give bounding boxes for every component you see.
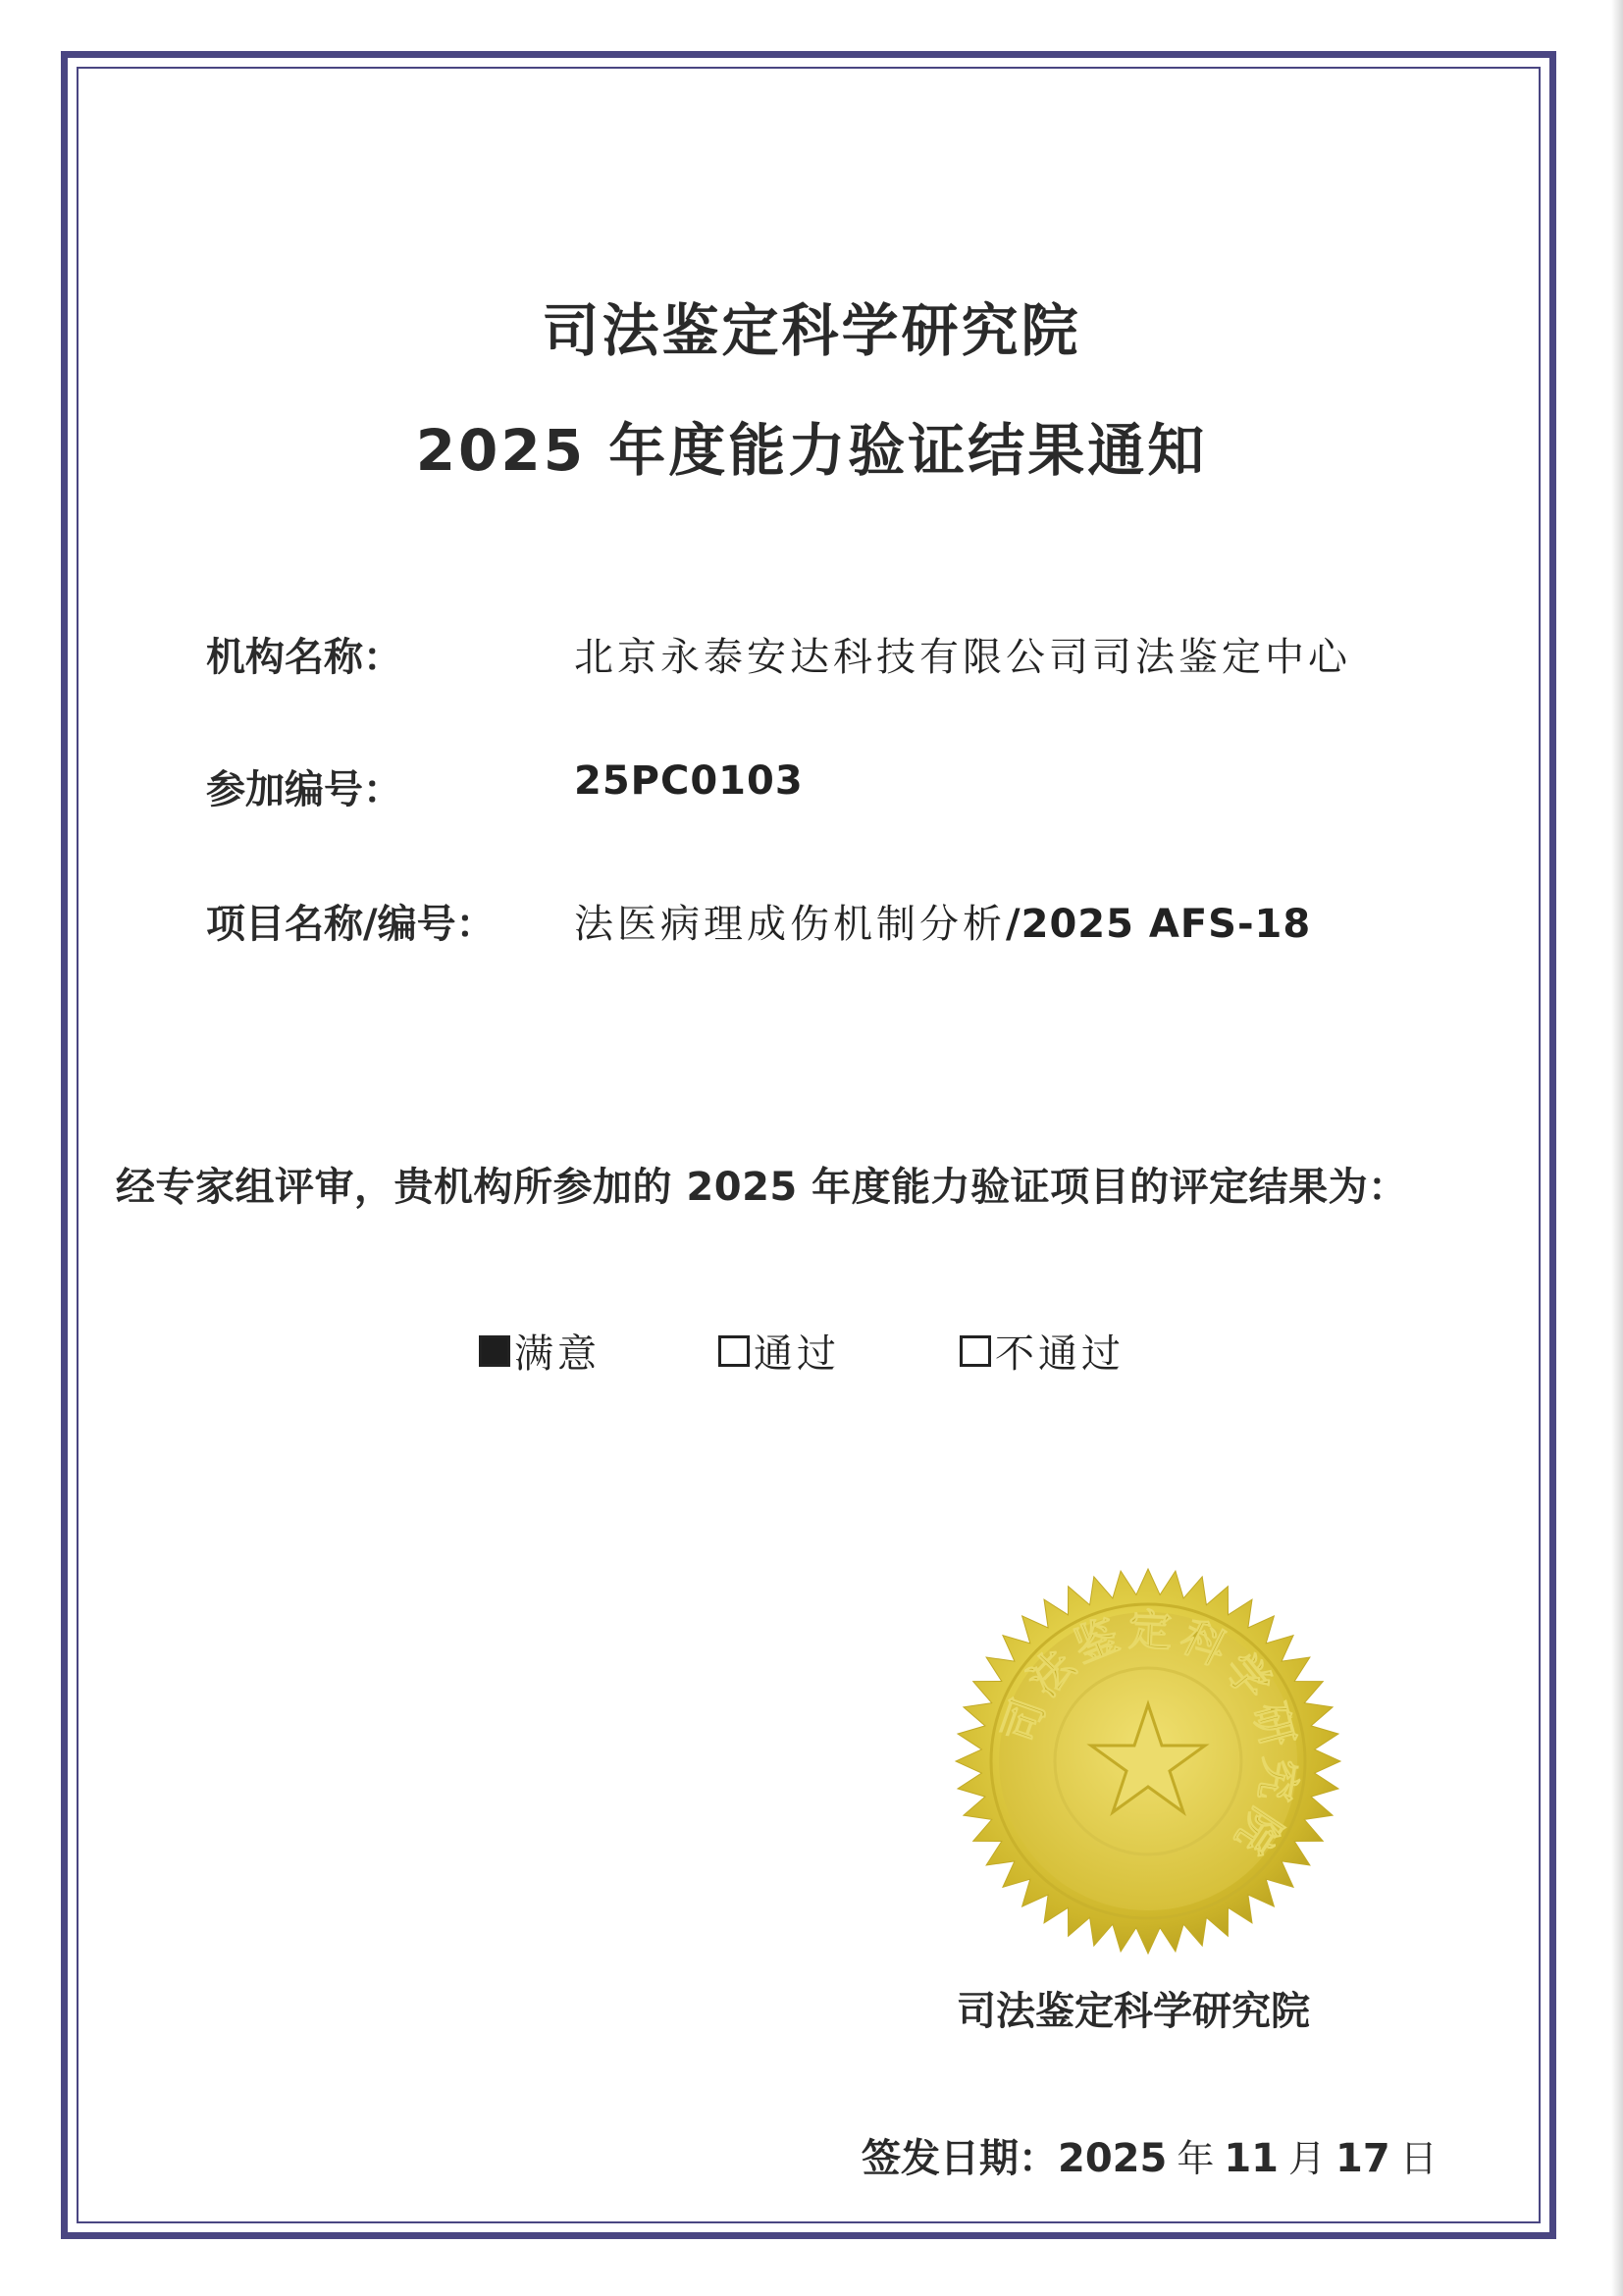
seal-text-arc: 司法鉴定科学研究院 bbox=[993, 1605, 1305, 1868]
option-label-satisfactory: 满意 bbox=[514, 1331, 601, 1377]
gold-embossed-seal bbox=[952, 1565, 1344, 1957]
project-label: 项目名称/编号： bbox=[206, 902, 496, 947]
day-unit: 日 bbox=[1399, 2137, 1438, 2180]
title-notice: 2025 年度能力验证结果通知 bbox=[415, 417, 1208, 484]
issue-month: 11 bbox=[1224, 2136, 1280, 2181]
year-unit: 年 bbox=[1177, 2137, 1215, 2180]
checkbox-satisfactory bbox=[479, 1335, 510, 1367]
project-name: 法医病理成伤机制分析 bbox=[574, 902, 1006, 947]
option-fail bbox=[960, 1323, 1125, 1379]
project-code: /2025 AFS-18 bbox=[1006, 902, 1312, 947]
issue-year: 2025 bbox=[1058, 2136, 1168, 2181]
issue-date bbox=[862, 2127, 1447, 2183]
issuer-name: 司法鉴定科学研究院 bbox=[957, 1989, 1310, 2034]
option-label-pass: 通过 bbox=[754, 1331, 840, 1377]
checkbox-pass bbox=[718, 1335, 750, 1367]
project-value bbox=[574, 893, 1311, 949]
evaluation-statement: 经专家组评审，贵机构所参加的 2025 年度能力验证项目的评定结果为： bbox=[116, 1165, 1408, 1210]
option-pass bbox=[718, 1323, 840, 1379]
option-satisfactory bbox=[479, 1323, 601, 1379]
title-institute: 司法鉴定科学研究院 bbox=[542, 297, 1081, 364]
participant-number-label: 参加编号： bbox=[206, 767, 402, 812]
checkbox-fail bbox=[960, 1335, 991, 1367]
institution-label: 机构名称： bbox=[206, 635, 402, 680]
issue-day: 17 bbox=[1335, 2136, 1390, 2181]
institution-value: 北京永泰安达科技有限公司司法鉴定中心 bbox=[574, 635, 1351, 680]
option-label-fail: 不通过 bbox=[995, 1331, 1125, 1377]
issue-date-label: 签发日期： bbox=[862, 2136, 1058, 2181]
month-unit: 月 bbox=[1288, 2137, 1327, 2180]
participant-number-value: 25PC0103 bbox=[574, 758, 804, 804]
